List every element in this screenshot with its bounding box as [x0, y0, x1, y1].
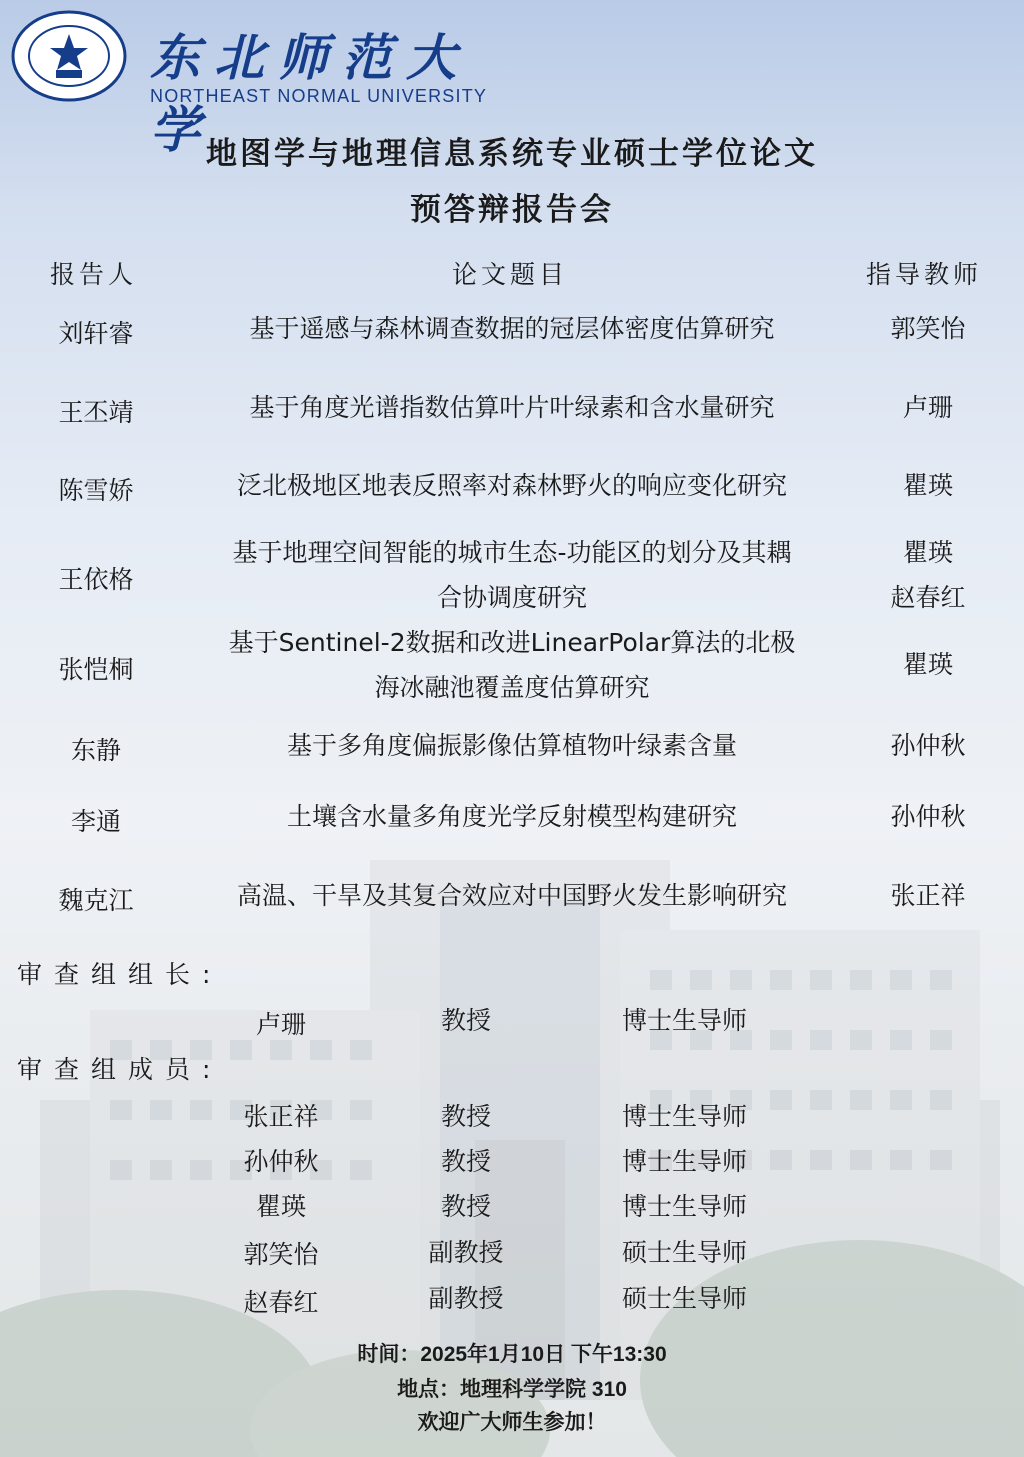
advisor-name: 卢珊: [902, 393, 953, 422]
member-title: 教授: [440, 1102, 491, 1131]
thesis-topic-line: 海冰融池覆盖度估算研究: [374, 673, 650, 702]
presenter-name: 陈雪娇: [58, 476, 134, 505]
member-name: 赵春红: [243, 1288, 319, 1317]
member-name: 郭笑怡: [243, 1240, 319, 1269]
member-name: 卢珊: [255, 1010, 306, 1039]
member-role: 博士生导师: [622, 1192, 748, 1221]
thesis-topic: 基于角度光谱指数估算叶片叶绿素和含水量研究: [249, 393, 775, 422]
page-title-line2: 预答辩报告会: [410, 192, 614, 228]
column-header-presenter: 报告人: [50, 260, 138, 289]
committee-chair-label: 审查组组长:: [17, 960, 223, 989]
member-title: 副教授: [428, 1284, 504, 1313]
column-header-advisor: 指导教师: [866, 260, 983, 289]
university-name-cn: 东北师范大学: [150, 28, 470, 159]
thesis-topic-line: 基于地理空间智能的城市生态-功能区的划分及其耦: [232, 538, 792, 567]
presenter-name: 李通: [70, 807, 121, 836]
member-title: 教授: [440, 1192, 491, 1221]
member-role: 博士生导师: [622, 1147, 748, 1176]
presenter-name: 王依格: [58, 565, 134, 594]
presenter-name: 张恺桐: [58, 655, 134, 684]
thesis-topic-line: 基于Sentinel-2数据和改进LinearPolar算法的北极: [228, 628, 796, 657]
member-name: 张正祥: [243, 1102, 319, 1131]
presenter-name: 魏克江: [58, 886, 134, 915]
member-role: 博士生导师: [622, 1102, 748, 1131]
presenter-name: 东静: [70, 736, 121, 765]
thesis-topic: 泛北极地区地表反照率对森林野火的响应变化研究: [236, 471, 787, 500]
advisor-name: 孙仲秋: [890, 802, 966, 831]
member-title: 教授: [440, 1147, 491, 1176]
advisor-name: 瞿瑛: [902, 650, 953, 679]
thesis-topic: [180, 530, 844, 620]
advisor-name: 张正祥: [890, 881, 966, 910]
committee-members-label: 审查组成员:: [17, 1055, 223, 1084]
event-time: 时间：2025年1月10日 下午13:30: [357, 1343, 667, 1366]
member-role: 硕士生导师: [622, 1238, 748, 1267]
advisor-names: [866, 530, 990, 620]
thesis-topic: 高温、干旱及其复合效应对中国野火发生影响研究: [236, 881, 787, 910]
member-name: 孙仲秋: [243, 1147, 319, 1176]
advisor-name: 孙仲秋: [890, 731, 966, 760]
advisor-name: 瞿瑛: [902, 471, 953, 500]
presenter-name: 刘轩睿: [58, 319, 134, 348]
page-title-line1: 地图学与地理信息系统专业硕士学位论文: [206, 136, 818, 172]
presenter-name: 王丕靖: [58, 398, 134, 427]
column-header-topic-label: 论文题目: [451, 260, 568, 289]
member-role: 硕士生导师: [622, 1284, 748, 1313]
advisor-name: 瞿瑛: [902, 538, 953, 567]
member-name: 瞿瑛: [255, 1192, 306, 1221]
advisor-name: 郭笑怡: [890, 314, 966, 343]
advisor-name: 赵春红: [890, 583, 966, 612]
thesis-topic: 基于遥感与森林调查数据的冠层体密度估算研究: [249, 314, 775, 343]
member-title: 副教授: [428, 1238, 504, 1267]
university-seal-icon: [10, 10, 128, 102]
member-role: 博士生导师: [622, 1006, 748, 1035]
thesis-topic: 土壤含水量多角度光学反射模型构建研究: [286, 802, 737, 831]
thesis-topic: [180, 620, 844, 710]
university-logo: [10, 10, 510, 159]
member-title: 教授: [440, 1006, 491, 1035]
event-place: 地点：地理科学学院 310: [397, 1378, 627, 1401]
thesis-topic-line: 合协调度研究: [436, 583, 587, 612]
thesis-topic: 基于多角度偏振影像估算植物叶绿素含量: [286, 731, 737, 760]
welcome-message: 欢迎广大师生参加！: [417, 1411, 607, 1434]
university-name-en: NORTHEAST NORMAL UNIVERSITY: [150, 86, 488, 106]
